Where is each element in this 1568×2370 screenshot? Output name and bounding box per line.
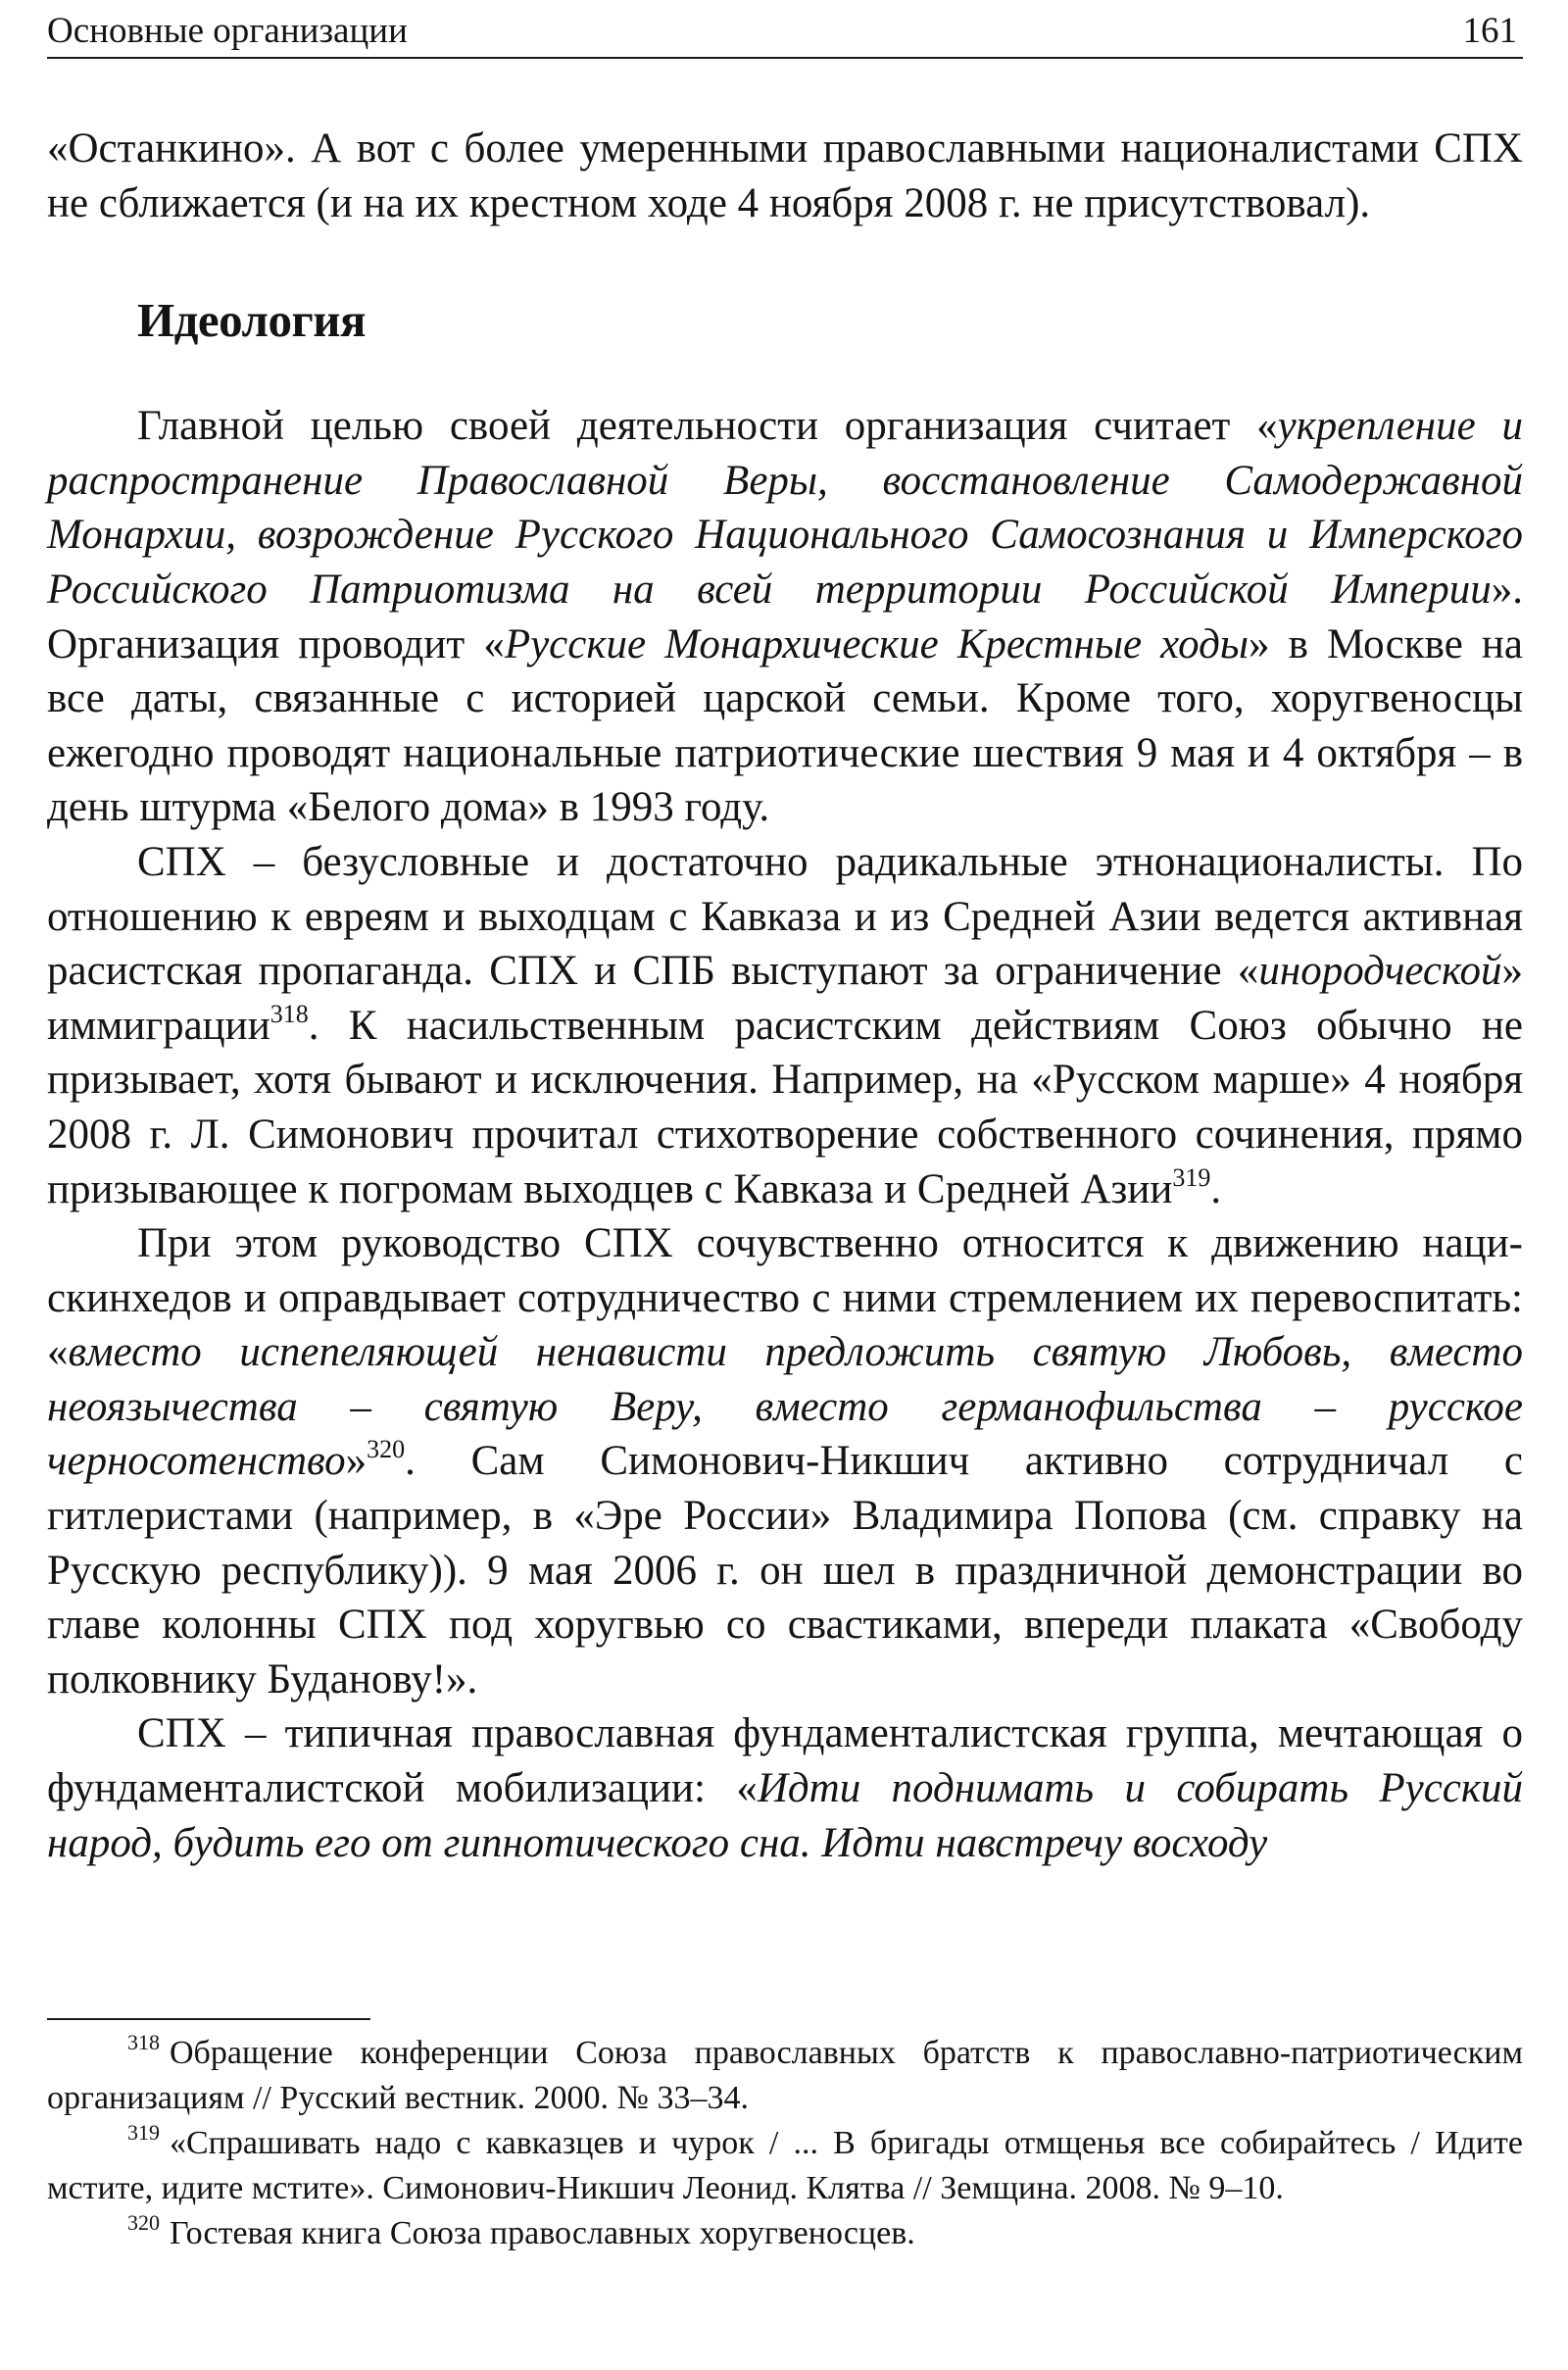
text-run: » <box>345 1438 368 1485</box>
text-run: При этом руководство СПХ сочувственно относится к движению наци-скинхедов и оправдывает сотрудничество с ними стремлением их перевоспитать: « <box>47 1220 1523 1376</box>
footnote-ref-320: 320 <box>367 1435 406 1464</box>
italic-quote: инородческой <box>1258 948 1502 995</box>
footnote-text: «Спрашивать надо с кавказцев и чурок / ... В бригады отмщенья все собирайтесь / Идите мстите, идите мстите». Симонович-Никшич Леонид. Клятва // Земщина. 2008. № 9–10. <box>47 2125 1523 2206</box>
footnote-320 <box>47 2211 1523 2256</box>
footnote-text: Обращение конференции Союза православных братств к православно-патриотическим организациям // Русский вестник. 2000. № 33–34. <box>47 2035 1523 2116</box>
italic-quote: вместо испепеляющей ненависти предложить святую Любовь, вместо неоязычества – святую Веру, вместо германофильства – русское черносотенство <box>47 1329 1523 1485</box>
italic-quote: Русские Монархические Крестные ходы <box>504 620 1249 667</box>
section-title: Основные организации <box>47 11 408 51</box>
paragraph-goals <box>47 399 1523 835</box>
footnote-divider <box>47 2018 370 2020</box>
text-run: . <box>1210 1165 1222 1212</box>
text-run: Главной целью своей деятельности организация считает « <box>137 403 1278 450</box>
footnote-318 <box>47 2031 1523 2121</box>
text-run: ». Организация проводит « <box>47 566 1523 667</box>
text-run: . Сам Симонович-Никшич активно сотрудничал с гитлеристами (например, в «Эре России» Владимира Попова (см. справку на Русскую республику)). 9 мая 2006 г. он шел в праздничной демонстрации во главе колонны СПХ под хоругвью со свастиками, впереди плаката «Свободу полковнику Буданову!». <box>47 1438 1523 1703</box>
running-header <box>47 6 1523 59</box>
section-heading: Идеология <box>137 293 366 348</box>
main-text <box>47 122 1523 1870</box>
italic-quote: укрепление и распространение Православной Веры, восстановление Самодержавной Монархии, возрождение Русского Национального Самосознания и Имперского Российского Патриотизма на всей территории Российской Империи <box>47 403 1523 613</box>
intro-paragraph <box>47 122 1523 230</box>
italic-quote: Идти поднимать и собирать Русский народ, будить его от гипнотического сна. Идти навстречу восходу <box>47 1765 1523 1866</box>
page-number: 161 <box>1462 11 1517 51</box>
footnotes <box>47 2031 1523 2256</box>
paragraph-skinheads <box>47 1216 1523 1706</box>
intro-text: «Останкино». А вот с более умеренными православными националистами СПХ не сближается (и на их крестном ходе 4 ноября 2008 г. не присутствовал). <box>47 125 1523 226</box>
text-run: » иммиграции <box>47 948 1523 1049</box>
text-run: . К насильственным расистским действиям Союз обычно не призывает, хотя бывают и исключения. Например, на «Русском марше» 4 ноября 2008 г. Л. Симонович прочитал стихотворение собственного сочинения, прямо призывающее к погромам выходцев с Кавказа и Средней Азии <box>47 1002 1523 1212</box>
text-run: » в Москве на все даты, связанные с историей царской семьи. Кроме того, хоругвеносцы ежегодно проводят национальные патриотические шествия 9 мая и 4 октября – в день штурма «Белого дома» в 1993 году. <box>47 620 1524 831</box>
footnote-number: 320 <box>127 2210 160 2235</box>
paragraph-fundamentalism <box>47 1706 1523 1870</box>
footnote-319 <box>47 2121 1523 2211</box>
paragraph-nationalism <box>47 835 1523 1216</box>
footnote-ref-318: 318 <box>270 999 309 1028</box>
footnote-text: Гостевая книга Союза православных хоругвеносцев. <box>170 2215 915 2251</box>
footnote-ref-319: 319 <box>1172 1162 1211 1192</box>
footnote-number: 319 <box>127 2120 160 2145</box>
text-run: СПХ – типичная православная фундаменталистская группа, мечтающая о фундаменталистской мобилизации: « <box>47 1710 1523 1812</box>
footnote-number: 318 <box>127 2030 160 2054</box>
text-run: СПХ – безусловные и достаточно радикальные этнонационалисты. По отношению к евреям и выходцам с Кавказа и из Средней Азии ведется активная расистская пропаганда. СПХ и СПБ выступают за ограничение « <box>47 838 1523 995</box>
